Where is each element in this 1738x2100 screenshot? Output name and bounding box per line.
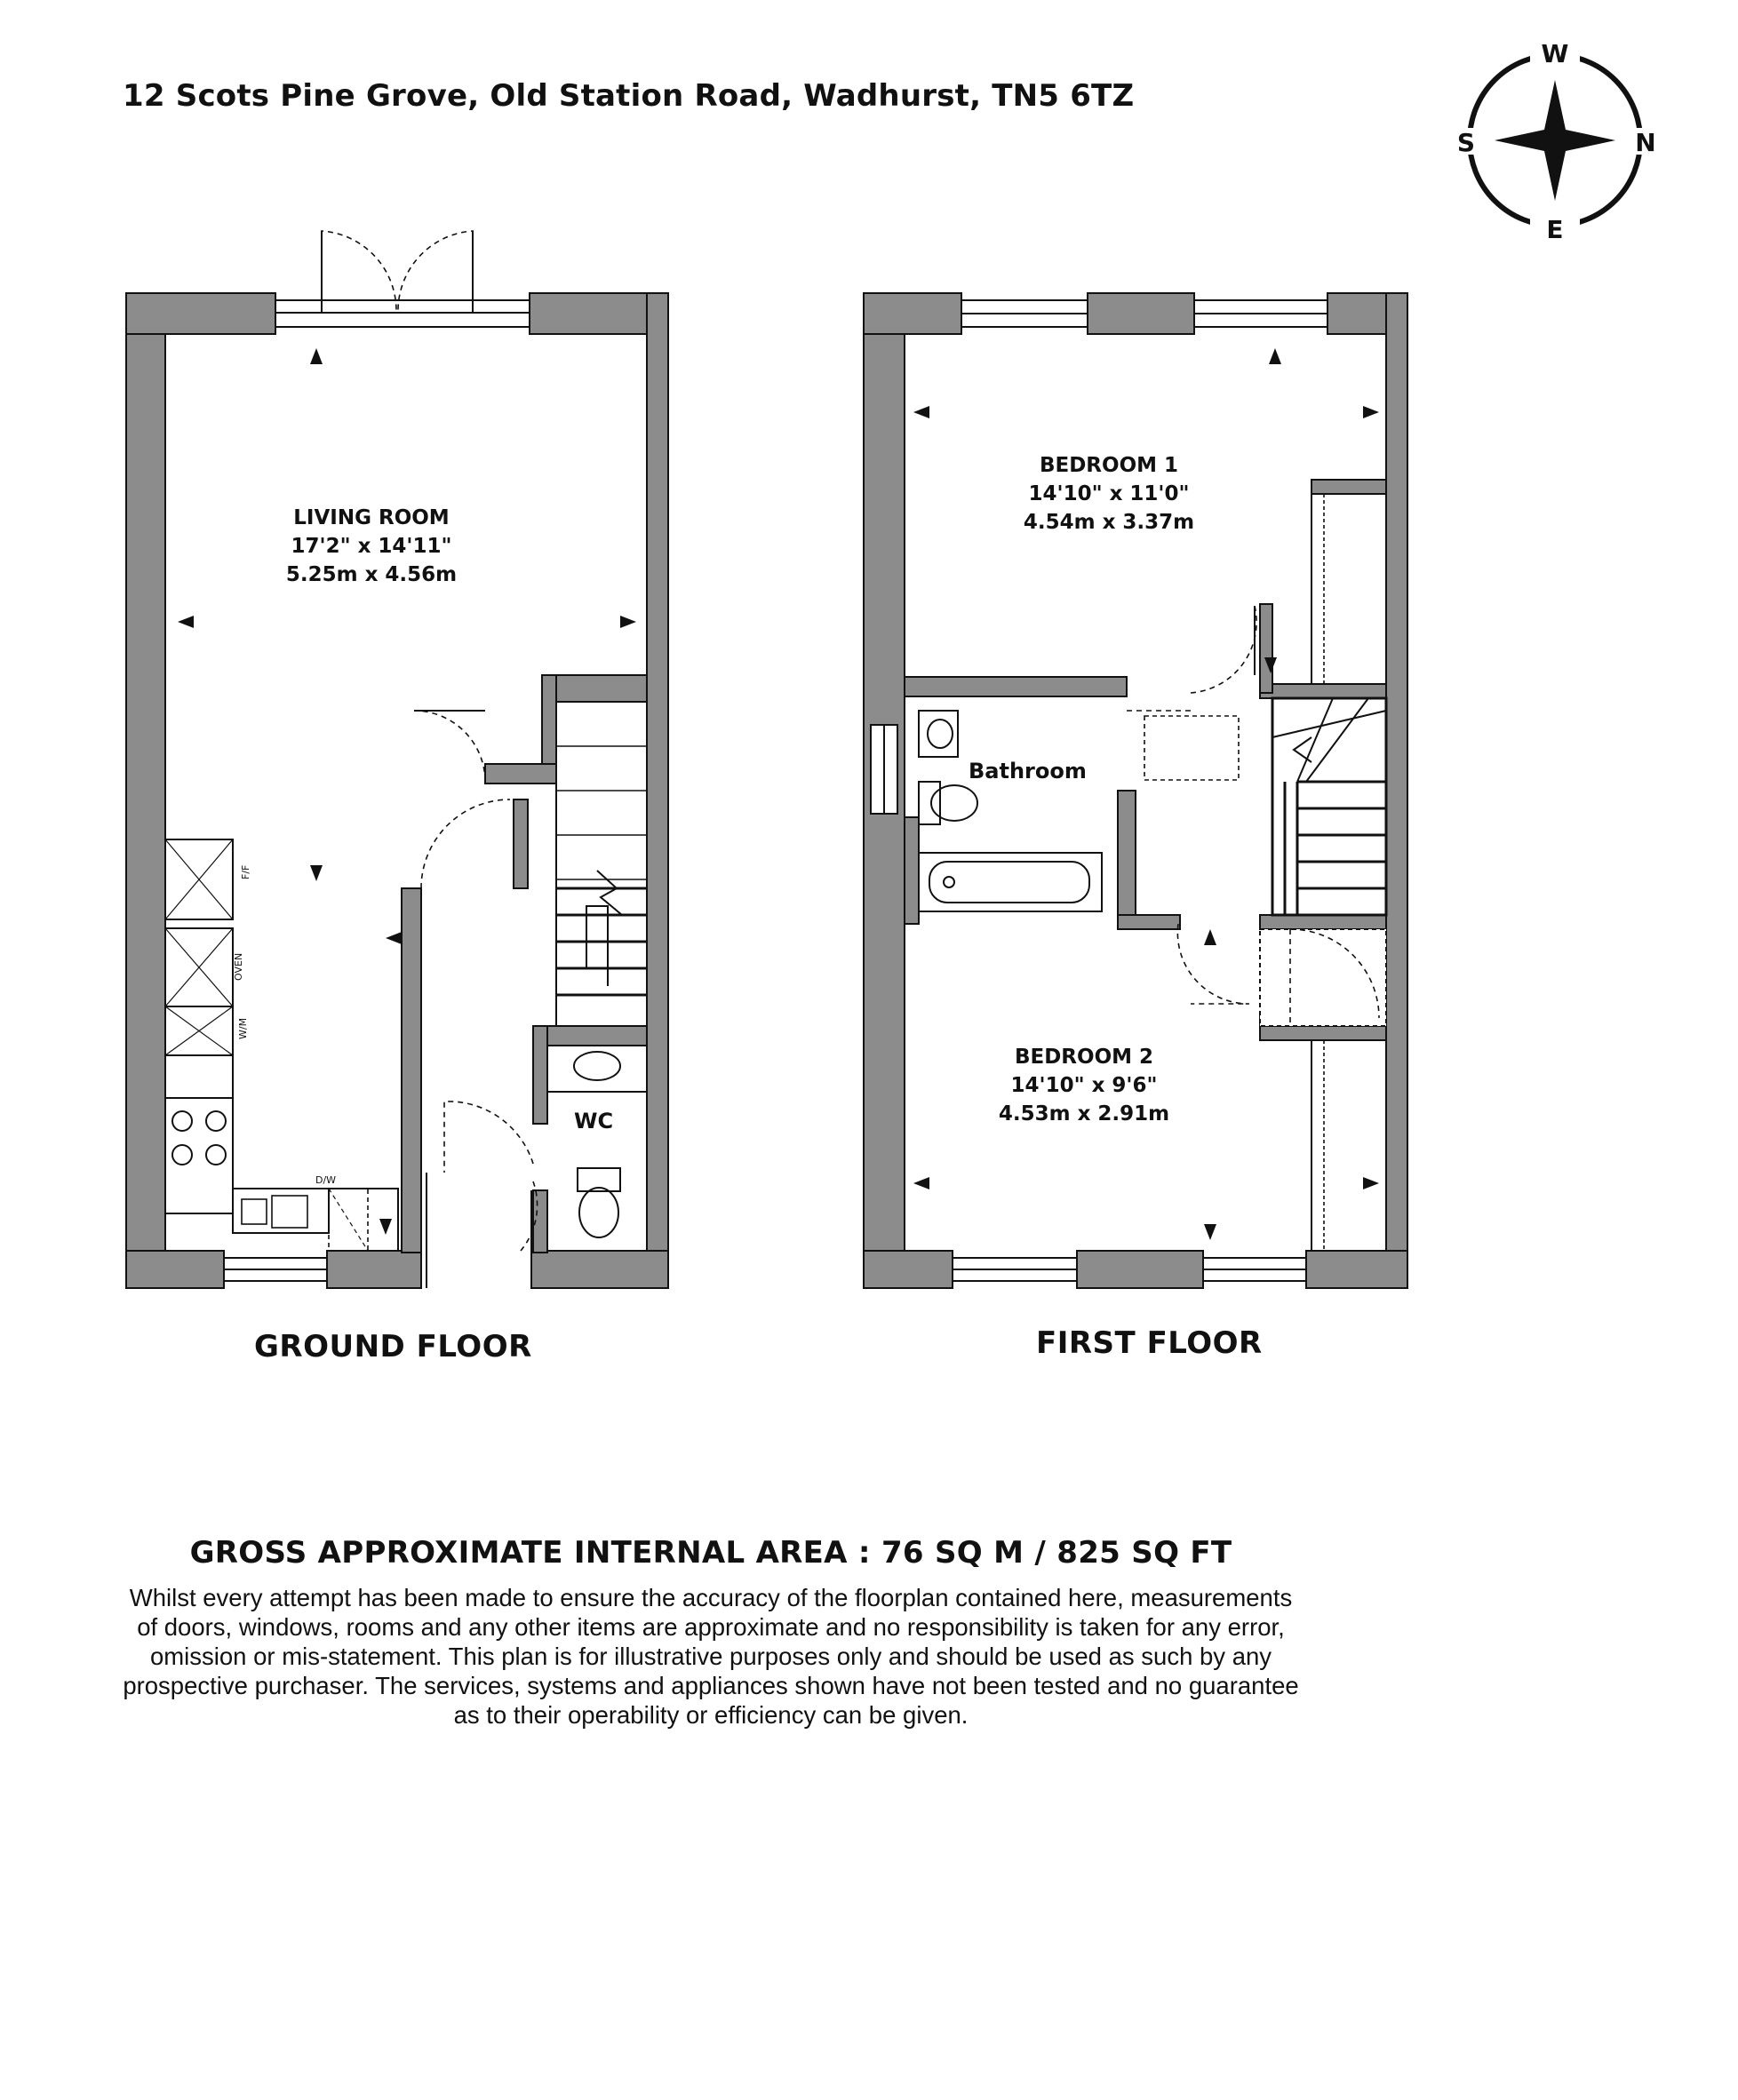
bedroom1-label xyxy=(1011,451,1207,537)
first-floor-plan xyxy=(864,293,1407,1288)
gross-internal-area: GROSS APPROXIMATE INTERNAL AREA : 76 SQ M / 825 SQ FT xyxy=(189,1535,1232,1571)
wc-label: WC xyxy=(574,1109,614,1134)
disclaimer-line: omission or mis-statement. This plan is for illustrative purposes only and should be used as such by any xyxy=(149,1643,1272,1670)
disclaimer-line: prospective purchaser. The services, systems and appliances shown have not been tested and no guarantee xyxy=(123,1672,1299,1699)
bedroom2-label xyxy=(986,1043,1182,1128)
svg-text:W/M: W/M xyxy=(237,1017,249,1039)
disclaimer xyxy=(53,1583,1368,1730)
disclaimer-line: Whilst every attempt has been made to ensure the accuracy of the floorplan contained here, measurements xyxy=(129,1584,1293,1611)
first-floor-title: FIRST FLOOR xyxy=(1036,1325,1263,1361)
living-room-label xyxy=(283,504,460,589)
bedroom2-imperial: 14'10" x 9'6" xyxy=(1010,1074,1158,1097)
svg-text:OVEN: OVEN xyxy=(233,952,244,981)
svg-text:D/W: D/W xyxy=(315,1174,337,1186)
compass-west-label: W xyxy=(1541,39,1569,68)
living-room-name: LIVING ROOM xyxy=(293,506,450,529)
ground-floor-title: GROUND FLOOR xyxy=(254,1329,532,1364)
bedroom2-metric: 4.53m x 2.91m xyxy=(998,1102,1170,1126)
bedroom1-name: BEDROOM 1 xyxy=(1039,454,1179,477)
disclaimer-line: as to their operability or efficiency can be given. xyxy=(453,1701,969,1729)
bedroom2-name: BEDROOM 2 xyxy=(1014,1046,1154,1069)
compass-east-label: E xyxy=(1546,215,1564,244)
living-room-imperial: 17'2" x 14'11" xyxy=(291,535,452,558)
compass-south-label: S xyxy=(1456,128,1476,157)
disclaimer-line: of doors, windows, rooms and any other items are approximate and no responsibility is taken for any error, xyxy=(137,1613,1285,1641)
bedroom1-imperial: 14'10" x 11'0" xyxy=(1028,482,1190,505)
property-address: 12 Scots Pine Grove, Old Station Road, Wadhurst, TN5 6TZ xyxy=(123,78,1135,114)
bathroom-label: Bathroom xyxy=(969,759,1087,784)
svg-text:F/F: F/F xyxy=(240,864,251,879)
bedroom1-metric: 4.54m x 3.37m xyxy=(1023,511,1195,534)
compass-rose-icon xyxy=(1454,39,1656,244)
compass-north-label: N xyxy=(1635,128,1656,157)
living-room-metric: 5.25m x 4.56m xyxy=(285,563,458,586)
